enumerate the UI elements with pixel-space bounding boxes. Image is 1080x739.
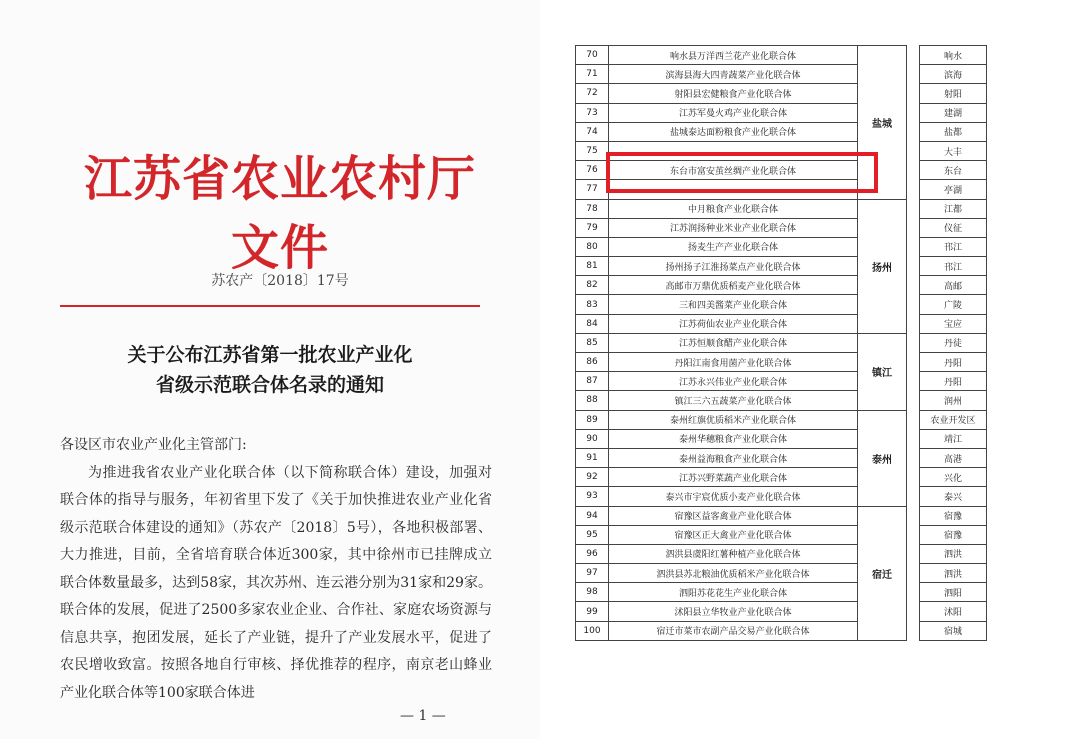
column-gap <box>907 257 920 276</box>
row-number: 98 <box>576 583 609 602</box>
consortium-name: 东台市富安茧丝绸产业化联合体 <box>609 161 858 180</box>
row-number: 84 <box>576 314 609 333</box>
consortium-name: 宿迁市菜市农副产品交易产业化联合体 <box>609 621 858 640</box>
document-number: 苏农产〔2018〕17号 <box>211 273 349 289</box>
document-table-page <box>540 0 1080 739</box>
consortium-name: 泰州益海粮食产业化联合体 <box>609 448 858 467</box>
document-title <box>60 340 480 400</box>
city-cell: 盐城 <box>858 46 907 200</box>
county-cell: 仪征 <box>920 218 987 237</box>
table-row <box>576 487 987 506</box>
column-gap <box>907 353 920 372</box>
column-gap <box>907 621 920 640</box>
county-cell: 宝应 <box>920 314 987 333</box>
row-number: 91 <box>576 448 609 467</box>
column-gap <box>907 237 920 256</box>
consortium-name: 宿豫区正大禽业产业化联合体 <box>609 525 858 544</box>
row-number: 73 <box>576 103 609 122</box>
column-gap <box>907 487 920 506</box>
column-gap <box>907 46 920 65</box>
consortium-name: 中月粮食产业化联合体 <box>609 199 858 218</box>
county-cell: 泗阳 <box>920 583 987 602</box>
table-row <box>576 544 987 563</box>
county-cell: 宿豫 <box>920 506 987 525</box>
row-number: 78 <box>576 199 609 218</box>
row-number: 70 <box>576 46 609 65</box>
column-gap <box>907 506 920 525</box>
row-number: 100 <box>576 621 609 640</box>
row-number: 81 <box>576 257 609 276</box>
county-cell: 广陵 <box>920 295 987 314</box>
column-gap <box>907 544 920 563</box>
consortium-name: 江苏润扬种业米业产业化联合体 <box>609 218 858 237</box>
column-gap <box>907 103 920 122</box>
column-gap <box>907 276 920 295</box>
consortium-name: 宿豫区益客禽业产业化联合体 <box>609 506 858 525</box>
consortium-name: 泗阳苏花花生产业化联合体 <box>609 583 858 602</box>
body-paragraph: 为推进我省农业产业化联合体（以下简称联合体）建设，加强对联合体的指导与服务，年初省里下发了《关于加快推进农业产业化省级示范联合体建设的通知》（苏农产〔2018〕5号），各地积极部署、大力推进，目前，全省培育联合体近300家，其中徐州市已挂牌成立联合体数量最多，达到58家，其次苏州、连云港分别为31家和29家。联合体的发展，促进了2500多家农业企业、合作社、家庭农场资源与信息共享，抱团发展，延长了产业链，提升了产业发展水平，促进了农民增收致富。按照各地自行审核、择优推荐的程序，南京老山蜂业产业化联合体等100家联合体进 <box>60 464 492 701</box>
consortium-name: 镇江三六五蔬菜产业化联合体 <box>609 391 858 410</box>
county-cell: 高港 <box>920 448 987 467</box>
table-row <box>576 276 987 295</box>
row-number: 89 <box>576 410 609 429</box>
city-cell: 宿迁 <box>858 506 907 640</box>
row-number: 82 <box>576 276 609 295</box>
row-number: 97 <box>576 564 609 583</box>
table-row <box>576 468 987 487</box>
row-number: 99 <box>576 602 609 621</box>
county-cell: 宿豫 <box>920 525 987 544</box>
table-row <box>576 46 987 65</box>
county-cell: 丹阳 <box>920 353 987 372</box>
county-cell: 建湖 <box>920 103 987 122</box>
row-number: 76 <box>576 161 609 180</box>
table-row <box>576 65 987 84</box>
row-number: 72 <box>576 84 609 103</box>
consortium-name: 江苏荷仙农业产业化联合体 <box>609 314 858 333</box>
row-number: 94 <box>576 506 609 525</box>
county-cell: 兴化 <box>920 468 987 487</box>
consortium-name: 扬麦生产产业化联合体 <box>609 237 858 256</box>
consortium-name: 沭阳县立华牧业产业化联合体 <box>609 602 858 621</box>
row-number: 77 <box>576 180 609 199</box>
county-cell: 沭阳 <box>920 602 987 621</box>
consortium-name: 泗洪县虞阳红薯种植产业化联合体 <box>609 544 858 563</box>
consortium-name: 江苏永兴伟业产业化联合体 <box>609 372 858 391</box>
county-cell: 滨海 <box>920 65 987 84</box>
table-row <box>576 353 987 372</box>
table-row <box>576 218 987 237</box>
column-gap <box>907 525 920 544</box>
table-row <box>576 84 987 103</box>
city-cell: 泰州 <box>858 410 907 506</box>
consortium-name: 响水县万洋西兰花产业化联合体 <box>609 46 858 65</box>
table-row <box>576 103 987 122</box>
table-row <box>576 525 987 544</box>
salutation: 各设区市农业产业化主管部门: <box>60 437 247 453</box>
column-gap <box>907 122 920 141</box>
column-gap <box>907 429 920 448</box>
table-row <box>576 314 987 333</box>
table-row <box>576 583 987 602</box>
county-cell: 润州 <box>920 391 987 410</box>
consortium-name: 泰兴市宇宸优质小麦产业化联合体 <box>609 487 858 506</box>
consortium-name: 泗洪县苏北粮油优质稻米产业化联合体 <box>609 564 858 583</box>
consortium-name: 江苏兴野菜蔬产业化联合体 <box>609 468 858 487</box>
county-cell: 江都 <box>920 199 987 218</box>
county-cell: 泗洪 <box>920 544 987 563</box>
table-row <box>576 372 987 391</box>
county-cell: 靖江 <box>920 429 987 448</box>
county-cell: 邗江 <box>920 257 987 276</box>
document-body <box>60 432 492 707</box>
row-number: 92 <box>576 468 609 487</box>
row-number: 83 <box>576 295 609 314</box>
consortium-name: 盐城泰达面粉粮食产业化联合体 <box>609 122 858 141</box>
column-gap <box>907 199 920 218</box>
table-row <box>576 295 987 314</box>
column-gap <box>907 333 920 352</box>
consortium-name: 扬州扬子江淮扬菜点产业化联合体 <box>609 257 858 276</box>
column-gap <box>907 410 920 429</box>
column-gap <box>907 372 920 391</box>
table-row <box>576 506 987 525</box>
consortium-name: 丹阳江南食用菌产业化联合体 <box>609 353 858 372</box>
row-number: 87 <box>576 372 609 391</box>
table-row <box>576 448 987 467</box>
table-row <box>576 257 987 276</box>
page-number: — 1 — <box>400 708 446 724</box>
column-gap <box>907 602 920 621</box>
consortium-table <box>575 45 987 641</box>
column-gap <box>907 161 920 180</box>
county-cell: 宿城 <box>920 621 987 640</box>
city-cell: 扬州 <box>858 199 907 333</box>
county-cell: 响水 <box>920 46 987 65</box>
consortium-name: 江苏军曼火鸡产业化联合体 <box>609 103 858 122</box>
row-number: 93 <box>576 487 609 506</box>
consortium-name: 滨海县海大四青蔬菜产业化联合体 <box>609 65 858 84</box>
column-gap <box>907 564 920 583</box>
column-gap <box>907 180 920 199</box>
county-cell: 盐都 <box>920 122 987 141</box>
table-row <box>576 429 987 448</box>
consortium-name: 三和四美酱菜产业化联合体 <box>609 295 858 314</box>
column-gap <box>907 468 920 487</box>
row-number: 88 <box>576 391 609 410</box>
row-number: 86 <box>576 353 609 372</box>
county-cell: 亭湖 <box>920 180 987 199</box>
row-number: 80 <box>576 237 609 256</box>
table-row <box>576 333 987 352</box>
county-cell: 射阳 <box>920 84 987 103</box>
county-cell: 农业开发区 <box>920 410 987 429</box>
county-cell: 邗江 <box>920 237 987 256</box>
column-gap <box>907 84 920 103</box>
row-number: 95 <box>576 525 609 544</box>
consortium-name: 江苏恒顺食醋产业化联合体 <box>609 333 858 352</box>
table-row <box>576 237 987 256</box>
title-line-2: 省级示范联合体名录的通知 <box>155 374 384 396</box>
county-cell: 丹阳 <box>920 372 987 391</box>
row-number: 79 <box>576 218 609 237</box>
column-gap <box>907 314 920 333</box>
row-number: 71 <box>576 65 609 84</box>
row-number: 85 <box>576 333 609 352</box>
county-cell: 泰兴 <box>920 487 987 506</box>
table-row <box>576 621 987 640</box>
column-gap <box>907 295 920 314</box>
column-gap <box>907 391 920 410</box>
row-number: 75 <box>576 141 609 160</box>
table-row <box>576 122 987 141</box>
column-gap <box>907 583 920 602</box>
column-gap <box>907 141 920 160</box>
county-cell: 泗洪 <box>920 564 987 583</box>
city-cell: 镇江 <box>858 333 907 410</box>
consortium-name: 高邮市万鼎优质稻麦产业化联合体 <box>609 276 858 295</box>
county-cell: 东台 <box>920 161 987 180</box>
table-row <box>576 199 987 218</box>
row-number: 74 <box>576 122 609 141</box>
highlight-annotation <box>606 152 878 193</box>
row-number: 90 <box>576 429 609 448</box>
column-gap <box>907 218 920 237</box>
red-divider <box>60 305 480 307</box>
county-cell: 丹徒 <box>920 333 987 352</box>
table-row <box>576 410 987 429</box>
county-cell: 大丰 <box>920 141 987 160</box>
county-cell: 高邮 <box>920 276 987 295</box>
column-gap <box>907 448 920 467</box>
row-number: 96 <box>576 544 609 563</box>
table-row <box>576 391 987 410</box>
consortium-name: 射阳县宏健粮食产业化联合体 <box>609 84 858 103</box>
column-gap <box>907 65 920 84</box>
document-header: 江苏省农业农村厅文件 <box>83 151 476 276</box>
consortium-name: 泰州红旗优质稻米产业化联合体 <box>609 410 858 429</box>
table-row <box>576 564 987 583</box>
table-row <box>576 602 987 621</box>
title-line-1: 关于公布江苏省第一批农业产业化 <box>127 344 413 366</box>
consortium-name: 泰州华穗粮食产业化联合体 <box>609 429 858 448</box>
